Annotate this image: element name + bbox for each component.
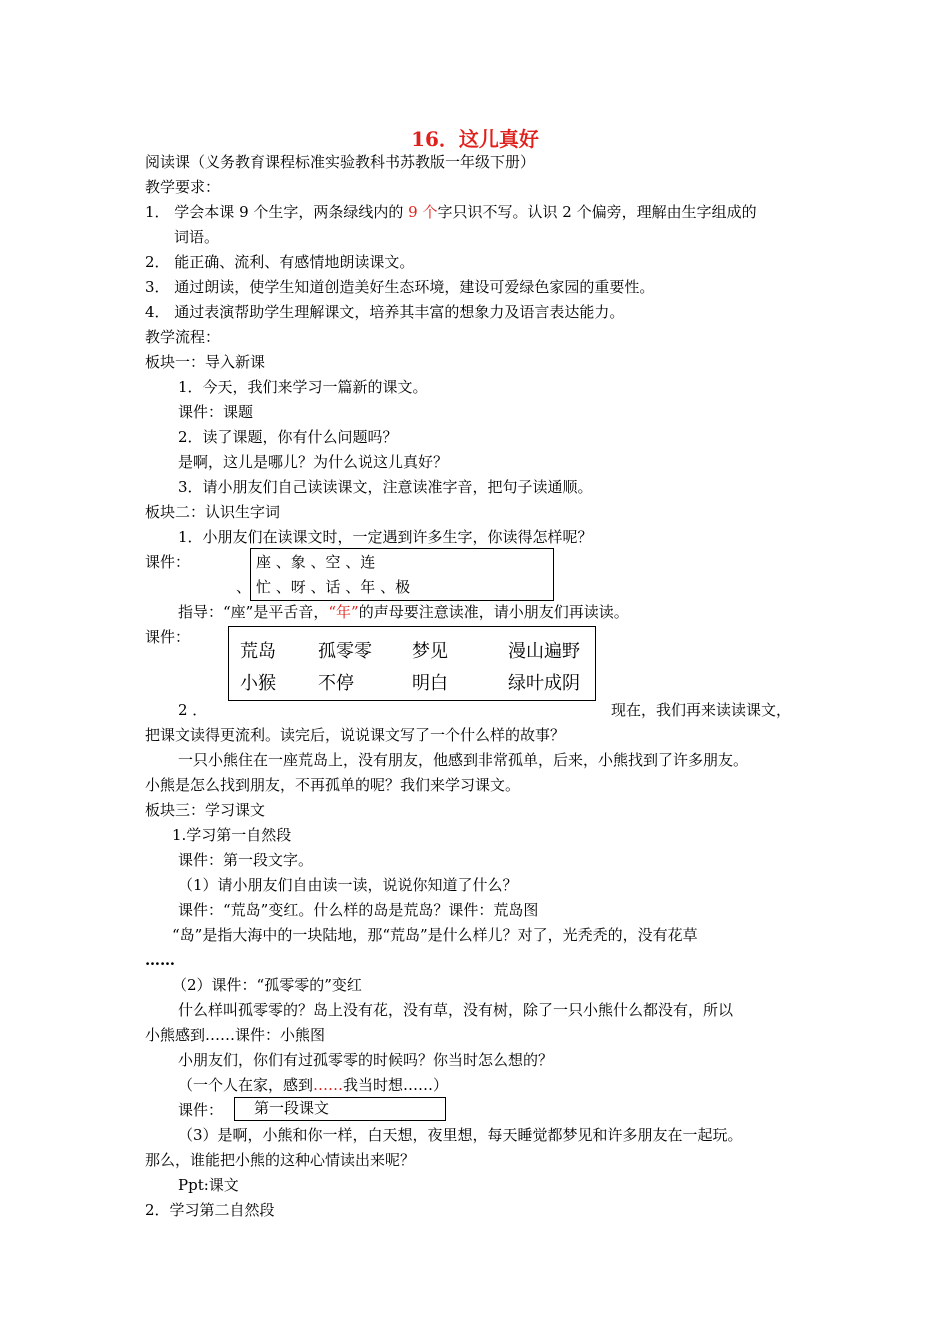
flow-heading: 教学流程： xyxy=(145,328,221,346)
section-3-line-9: 小朋友们，你们有过孤零零的时候吗？你当时怎么想的？ xyxy=(178,1051,554,1069)
section-1-line-3: 2．读了课题，你有什么问题吗？ xyxy=(178,428,398,446)
courseware-label-3: 课件： xyxy=(178,1101,224,1119)
section-2-line-4: 一只小熊住在一座荒岛上，没有朋友，他感到非常孤单，后来，小熊找到了许多朋友。 xyxy=(178,751,749,769)
requirement-1 xyxy=(145,202,757,222)
requirement-1-highlight: 9 个 xyxy=(408,203,438,221)
section-2-line-3: 把课文读得更流利。读完后，说说课文写了一个什么样的故事？ xyxy=(145,726,566,744)
requirement-2: 2． 能正确、流利、有感情地朗读课文。 xyxy=(145,253,415,271)
requirement-1-text: 1． 学会本课 9 个生字，两条绿线内的 xyxy=(145,203,409,221)
character-box-row-2-prefix: 、 xyxy=(236,578,252,596)
section-1-line-5: 3．请小朋友们自己读读课文，注意读准字音，把句子读通顺。 xyxy=(178,478,593,496)
character-box-row-2: 忙 、呀 、话 、年 、极 xyxy=(256,578,411,596)
section-2-heading: 板块二：认识生字词 xyxy=(145,503,281,521)
section-1-line-4: 是啊，这儿是哪儿？为什么说这儿真好？ xyxy=(178,453,449,471)
section-1-line-1: 1．今天，我们来学习一篇新的课文。 xyxy=(178,378,428,396)
requirement-4: 4． 通过表演帮助学生理解课文，培养其丰富的想象力及语言表达能力。 xyxy=(145,303,625,321)
requirement-1-cont: 词语。 xyxy=(174,228,220,246)
vocab-word: 小猴 xyxy=(240,673,276,694)
section-3-line-13: Ppt:课文 xyxy=(178,1176,239,1194)
section-3-line-10-highlight: …… xyxy=(313,1076,344,1094)
vocab-word: 孤零零 xyxy=(318,641,372,662)
requirement-1-text-end: 字只识不写。认识 2 个偏旁，理解由生字组成的 xyxy=(437,203,757,221)
section-3-line-2: （1）请小朋友们自由读一读，说说你知道了什么？ xyxy=(178,876,518,894)
guidance-text: 指导：“座”是平舌音， xyxy=(178,603,329,621)
requirements-heading: 教学要求： xyxy=(145,178,221,196)
section-3-line-10-text: （一个人在家，感到 xyxy=(178,1076,314,1094)
section-3-line-6: （2）课件：“孤零零的”变红 xyxy=(172,976,362,994)
guidance-highlight: “年” xyxy=(328,603,359,621)
section-2-line-1: 1．小朋友们在读课文时，一定遇到许多生字，你读得怎样呢？ xyxy=(178,528,593,546)
section-3-line-12: 那么，谁能把小熊的这种心情读出来呢？ xyxy=(145,1151,416,1169)
section-3-heading: 板块三：学习课文 xyxy=(145,801,266,819)
section-3-line-5: …… xyxy=(145,951,175,969)
vocab-word: 漫山遍野 xyxy=(508,641,580,662)
guidance-text-end: 的声母要注意读准，请小朋友们再读读。 xyxy=(358,603,629,621)
subsection-2-heading: 2．学习第二自然段 xyxy=(145,1201,275,1219)
lesson-title: 16．这儿真好 xyxy=(411,127,539,151)
section-3-line-10 xyxy=(178,1075,448,1095)
guidance-line xyxy=(178,602,629,622)
section-1-heading: 板块一：导入新课 xyxy=(145,353,266,371)
vocab-word: 荒岛 xyxy=(240,641,276,662)
section-3-line-3: 课件：“荒岛”变红。什么样的岛是荒岛？课件：荒岛图 xyxy=(178,901,539,919)
passage-box-label: 第一段课文 xyxy=(254,1099,330,1117)
section-3-line-11: （3）是啊，小熊和你一样，白天想，夜里想，每天睡觉都梦见和许多朋友在一起玩。 xyxy=(178,1126,743,1144)
section-3-line-8: 小熊感到……课件：小熊图 xyxy=(145,1026,326,1044)
vocab-word: 绿叶成阴 xyxy=(508,673,580,694)
section-1-line-2: 课件：课题 xyxy=(178,403,254,421)
vocab-word: 梦见 xyxy=(412,641,448,662)
requirement-3: 3． 通过朗读，使学生知道创造美好生态环境，建设可爱绿色家园的重要性。 xyxy=(145,278,655,296)
courseware-label-2: 课件： xyxy=(145,628,191,646)
section-2-line-5: 小熊是怎么找到朋友，不再孤单的呢？我们来学习课文。 xyxy=(145,776,521,794)
character-box-row-1: 座 、象 、空 、连 xyxy=(256,553,376,571)
section-3-line-1: 课件：第一段文字。 xyxy=(178,851,314,869)
section-2-line-2-number: 2 ． xyxy=(178,701,208,719)
section-3-line-10-text-end: 我当时想……） xyxy=(343,1076,449,1094)
section-3-line-4: “岛”是指大海中的一块陆地，那“荒岛”是什么样儿？对了，光秃秃的，没有花草 xyxy=(172,926,698,944)
section-3-line-7: 什么样叫孤零零的？岛上没有花，没有草，没有树，除了一只小熊什么都没有，所以 xyxy=(178,1001,734,1019)
section-2-line-2: 现在，我们再来读读课文， xyxy=(611,701,792,719)
vocab-word: 不停 xyxy=(318,673,354,694)
lesson-subtitle: 阅读课（义务教育课程标准实验教科书苏教版一年级下册） xyxy=(145,153,536,171)
vocab-word: 明白 xyxy=(412,673,448,694)
courseware-label-1: 课件： xyxy=(145,553,191,571)
subsection-1-heading: 1.学习第一自然段 xyxy=(172,826,292,844)
